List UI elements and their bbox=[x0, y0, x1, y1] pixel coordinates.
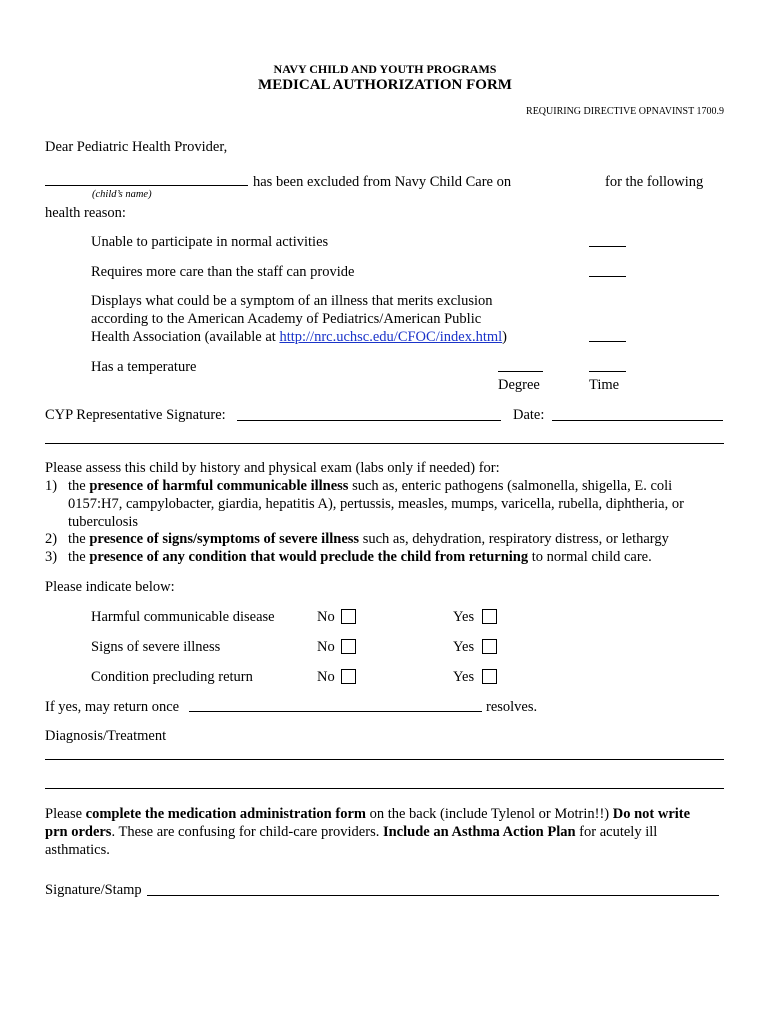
org-name: NAVY CHILD AND YOUTH PROGRAMS bbox=[273, 62, 497, 76]
assess-item-1-post: such as, enteric pathogens (salmonella, shigella, E. coli bbox=[348, 478, 673, 494]
assess-item-2-pre: the bbox=[68, 531, 90, 547]
communicable-no-checkbox[interactable] bbox=[341, 609, 356, 624]
preclude-return-yes-checkbox[interactable] bbox=[482, 669, 497, 684]
assess-item-3-post: to normal child care. bbox=[528, 549, 652, 565]
reason-requires-more-care: Requires more care than the staff can provide bbox=[91, 264, 355, 280]
return-condition-field[interactable] bbox=[189, 711, 482, 712]
exclusion-text: has been excluded from Navy Child Care on bbox=[253, 174, 512, 190]
date-field[interactable] bbox=[552, 420, 723, 421]
severe-illness-no-checkbox[interactable] bbox=[341, 639, 356, 654]
communicable-yes-checkbox[interactable] bbox=[482, 609, 497, 624]
reason-requires-more-care-check[interactable] bbox=[589, 276, 626, 277]
medication-text: on the back (include Tylenol or Motrin!!) bbox=[365, 806, 613, 822]
indicate-row-label: Condition precluding return bbox=[91, 669, 253, 685]
reason-symptom-line3 bbox=[91, 328, 507, 346]
medication-bold: prn orders bbox=[45, 824, 112, 840]
child-name-caption: (child’s name) bbox=[92, 189, 152, 200]
date-label: Date: bbox=[513, 407, 545, 423]
no-label: No bbox=[317, 609, 335, 625]
diagnosis-label: Diagnosis/Treatment bbox=[45, 728, 167, 744]
reason-unable-participate-check[interactable] bbox=[589, 246, 626, 247]
cyp-signature-label: CYP Representative Signature: bbox=[45, 407, 226, 423]
assess-item-number: 2) bbox=[45, 531, 58, 547]
assess-item-3 bbox=[68, 548, 652, 566]
medication-text: . These are confusing for child-care providers. bbox=[111, 824, 383, 840]
severe-illness-yes-checkbox[interactable] bbox=[482, 639, 497, 654]
reason-symptom-line3-close: ) bbox=[502, 329, 507, 345]
reason-symptom-line2: according to the American Academy of Pediatrics/American Public bbox=[91, 311, 482, 327]
health-reason-label: health reason: bbox=[45, 205, 126, 221]
medication-bold: Include an Asthma Action Plan bbox=[382, 824, 576, 840]
medication-instructions-line2 bbox=[45, 823, 657, 841]
assess-item-1-bold: presence of harmful communicable illness bbox=[89, 478, 349, 494]
indicate-label: Please indicate below: bbox=[45, 579, 175, 595]
reason-temperature: Has a temperature bbox=[91, 359, 197, 375]
diagnosis-field-line1[interactable] bbox=[45, 759, 724, 760]
assess-item-1-cont2: tuberculosis bbox=[68, 514, 139, 530]
return-resolves-label: resolves. bbox=[486, 699, 538, 715]
signature-stamp-label: Signature/Stamp bbox=[45, 882, 142, 898]
diagnosis-field-line2[interactable] bbox=[45, 788, 724, 789]
child-name-field[interactable] bbox=[45, 185, 248, 186]
medication-text: for acutely ill bbox=[575, 824, 658, 840]
reason-symptom-check[interactable] bbox=[589, 341, 626, 342]
assess-intro: Please assess this child by history and physical exam (labs only if needed) for: bbox=[45, 460, 500, 476]
assess-item-3-pre: the bbox=[68, 549, 90, 565]
temperature-time-field[interactable] bbox=[589, 371, 626, 372]
assess-item-number: 1) bbox=[45, 478, 58, 494]
indicate-row-label: Signs of severe illness bbox=[91, 639, 221, 655]
no-label: No bbox=[317, 639, 335, 655]
temperature-degree-field[interactable] bbox=[498, 371, 543, 372]
reason-symptom-line1: Displays what could be a symptom of an illness that merits exclusion bbox=[91, 293, 493, 309]
medication-bold: Do not write bbox=[612, 806, 691, 822]
preclude-return-no-checkbox[interactable] bbox=[341, 669, 356, 684]
yes-label: Yes bbox=[453, 639, 475, 655]
time-label: Time bbox=[589, 377, 620, 393]
cyp-signature-field[interactable] bbox=[237, 420, 501, 421]
greeting: Dear Pediatric Health Provider, bbox=[45, 139, 228, 155]
assess-item-3-bold: presence of any condition that would preclude the child from returning bbox=[89, 549, 529, 565]
medication-instructions-line3: asthmatics. bbox=[45, 842, 110, 858]
degree-label: Degree bbox=[498, 377, 540, 393]
return-label: If yes, may return once bbox=[45, 699, 180, 715]
assess-item-1-pre: the bbox=[68, 478, 90, 494]
assess-item-2-bold: presence of signs/symptoms of severe illness bbox=[89, 531, 360, 547]
assess-item-number: 3) bbox=[45, 549, 58, 565]
yes-label: Yes bbox=[453, 609, 475, 625]
assess-item-1-cont1: 0157:H7, campylobacter, giardia, hepatitis A), pertussis, measles, mumps, varicella, rubella, diphtheria, or bbox=[68, 496, 684, 512]
section-divider bbox=[45, 443, 724, 444]
assess-item-1 bbox=[68, 477, 672, 495]
assess-item-2 bbox=[68, 530, 669, 548]
reason-unable-participate: Unable to participate in normal activities bbox=[91, 234, 329, 250]
reason-symptom-line3-text: Health Association (available at bbox=[91, 329, 280, 345]
directive-reference: REQUIRING DIRECTIVE OPNAVINST 1700.9 bbox=[526, 106, 724, 117]
indicate-row-label: Harmful communicable disease bbox=[91, 609, 275, 625]
exclusion-end-text: for the following bbox=[605, 174, 704, 190]
medication-bold: complete the medication administration form bbox=[85, 806, 366, 822]
assess-item-2-post: such as, dehydration, respiratory distress, or lethargy bbox=[359, 531, 669, 547]
medication-text: Please bbox=[45, 806, 86, 822]
no-label: No bbox=[317, 669, 335, 685]
signature-stamp-field[interactable] bbox=[147, 895, 719, 896]
medication-instructions-line1 bbox=[45, 805, 690, 823]
form-title: MEDICAL AUTHORIZATION FORM bbox=[258, 77, 512, 93]
cfoc-link[interactable]: http://nrc.uchsc.edu/CFOC/index.html bbox=[279, 329, 503, 345]
yes-label: Yes bbox=[453, 669, 475, 685]
